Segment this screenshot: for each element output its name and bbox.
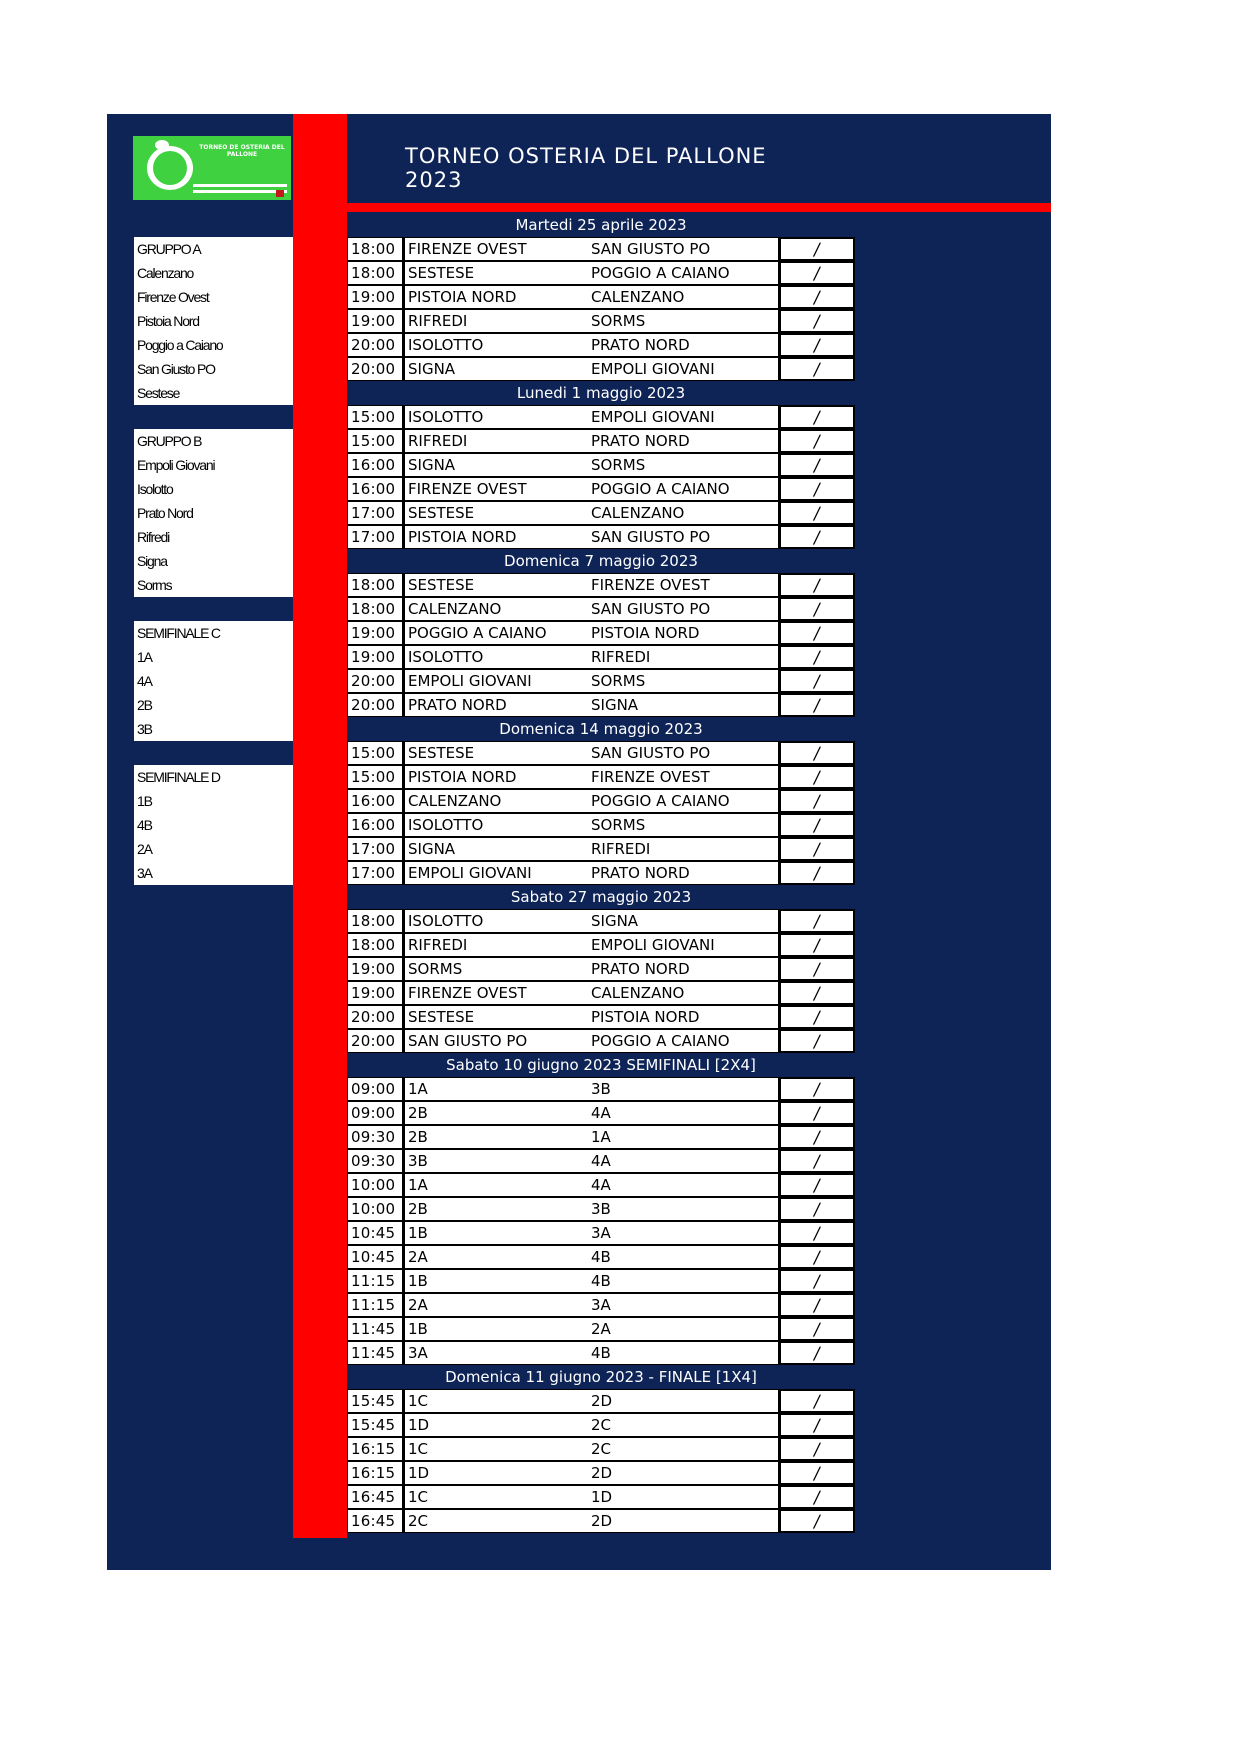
logo-text: TORNEO DE OSTERIA DEL PALLONE <box>199 144 285 158</box>
match-time: 20:00 <box>347 669 403 693</box>
match-time: 16:45 <box>347 1485 403 1509</box>
score-cell[interactable]: / <box>779 453 855 477</box>
away-team: CALENZANO <box>591 285 779 309</box>
away-team: EMPOLI GIOVANI <box>591 405 779 429</box>
match-row <box>347 741 855 765</box>
score-cell[interactable]: / <box>779 1461 855 1485</box>
match-row <box>347 573 855 597</box>
match-row <box>347 1485 855 1509</box>
away-team: 4A <box>591 1101 779 1125</box>
match-row <box>347 1437 855 1461</box>
match-time: 10:45 <box>347 1245 403 1269</box>
match-time: 17:00 <box>347 837 403 861</box>
away-team: PISTOIA NORD <box>591 1005 779 1029</box>
match-time: 17:00 <box>347 501 403 525</box>
away-team: FIRENZE OVEST <box>591 573 779 597</box>
match-row <box>347 1005 855 1029</box>
away-team: POGGIO A CAIANO <box>591 1029 779 1053</box>
score-cell[interactable]: / <box>779 1173 855 1197</box>
score-cell[interactable]: / <box>779 405 855 429</box>
match-row <box>347 597 855 621</box>
away-team: PRATO NORD <box>591 429 779 453</box>
score-cell[interactable]: / <box>779 285 855 309</box>
away-team: POGGIO A CAIANO <box>591 261 779 285</box>
match-time: 11:45 <box>347 1317 403 1341</box>
match-row <box>347 1317 855 1341</box>
score-cell[interactable]: / <box>779 957 855 981</box>
match-row <box>347 981 855 1005</box>
match-time: 16:15 <box>347 1437 403 1461</box>
match-row <box>347 1269 855 1293</box>
away-team: PRATO NORD <box>591 861 779 885</box>
away-team: 3B <box>591 1197 779 1221</box>
match-row <box>347 357 855 381</box>
match-row <box>347 837 855 861</box>
match-row <box>347 333 855 357</box>
score-cell[interactable]: / <box>779 1221 855 1245</box>
away-team: 2D <box>591 1461 779 1485</box>
score-cell[interactable]: / <box>779 261 855 285</box>
away-team: FIRENZE OVEST <box>591 765 779 789</box>
match-row <box>347 765 855 789</box>
match-time: 11:15 <box>347 1293 403 1317</box>
match-time: 09:30 <box>347 1125 403 1149</box>
score-cell[interactable]: / <box>779 693 855 717</box>
group-list-item: Calenzano <box>134 261 293 285</box>
match-row <box>347 1389 855 1413</box>
match-row <box>347 789 855 813</box>
match-row <box>347 285 855 309</box>
away-team: CALENZANO <box>591 981 779 1005</box>
match-time: 11:45 <box>347 1341 403 1365</box>
match-time: 16:45 <box>347 1509 403 1533</box>
match-row <box>347 453 855 477</box>
away-team: RIFREDI <box>591 837 779 861</box>
match-time: 19:00 <box>347 285 403 309</box>
day-header: Domenica 14 maggio 2023 <box>347 717 855 741</box>
match-row <box>347 1509 855 1533</box>
match-time: 19:00 <box>347 309 403 333</box>
home-team: 1C <box>403 1389 591 1413</box>
match-row <box>347 429 855 453</box>
away-team: PRATO NORD <box>591 957 779 981</box>
day-header: Domenica 11 giugno 2023 - FINALE [1X4] <box>347 1365 855 1389</box>
home-team: SESTESE <box>403 573 591 597</box>
away-team: 3B <box>591 1077 779 1101</box>
match-time: 09:30 <box>347 1149 403 1173</box>
home-team: 1D <box>403 1413 591 1437</box>
away-team: EMPOLI GIOVANI <box>591 933 779 957</box>
match-row <box>347 477 855 501</box>
group-list-item: 3B <box>134 717 293 741</box>
match-time: 18:00 <box>347 597 403 621</box>
score-cell[interactable]: / <box>779 1005 855 1029</box>
home-team: PISTOIA NORD <box>403 285 591 309</box>
group-list-item: Poggio a Caiano <box>134 333 293 357</box>
match-time: 15:45 <box>347 1413 403 1437</box>
match-time: 18:00 <box>347 237 403 261</box>
score-cell[interactable]: / <box>779 1269 855 1293</box>
match-time: 15:00 <box>347 765 403 789</box>
score-cell[interactable]: / <box>779 669 855 693</box>
score-cell[interactable]: / <box>779 1077 855 1101</box>
score-cell[interactable]: / <box>779 429 855 453</box>
home-team: 2B <box>403 1197 591 1221</box>
match-row <box>347 933 855 957</box>
away-team: 3A <box>591 1293 779 1317</box>
match-row <box>347 1221 855 1245</box>
match-time: 18:00 <box>347 933 403 957</box>
home-team: SESTESE <box>403 1005 591 1029</box>
home-team: 2A <box>403 1245 591 1269</box>
home-team: 1A <box>403 1173 591 1197</box>
home-team: 1B <box>403 1317 591 1341</box>
away-team: 3A <box>591 1221 779 1245</box>
leaf-icon <box>155 140 169 150</box>
home-team: 2B <box>403 1101 591 1125</box>
home-team: ISOLOTTO <box>403 645 591 669</box>
score-cell[interactable]: / <box>779 501 855 525</box>
away-team: 4B <box>591 1269 779 1293</box>
away-team: 4A <box>591 1173 779 1197</box>
home-team: SAN GIUSTO PO <box>403 1029 591 1053</box>
group-list-item: Empoli Giovani <box>134 453 293 477</box>
home-team: RIFREDI <box>403 933 591 957</box>
home-team: SESTESE <box>403 741 591 765</box>
home-team: CALENZANO <box>403 597 591 621</box>
home-team: FIRENZE OVEST <box>403 477 591 501</box>
group-list-item: Isolotto <box>134 477 293 501</box>
home-team: 1C <box>403 1485 591 1509</box>
away-team: POGGIO A CAIANO <box>591 789 779 813</box>
group-list-item: GRUPPO A <box>134 237 293 261</box>
away-team: SAN GIUSTO PO <box>591 597 779 621</box>
home-team: ISOLOTTO <box>403 405 591 429</box>
match-row <box>347 261 855 285</box>
match-time: 18:00 <box>347 573 403 597</box>
score-cell[interactable]: / <box>779 1029 855 1053</box>
match-row <box>347 525 855 549</box>
home-team: SIGNA <box>403 837 591 861</box>
score-cell[interactable]: / <box>779 237 855 261</box>
match-time: 16:00 <box>347 789 403 813</box>
match-time: 15:00 <box>347 429 403 453</box>
score-cell[interactable]: / <box>779 525 855 549</box>
match-row <box>347 1101 855 1125</box>
match-row <box>347 669 855 693</box>
match-row <box>347 1173 855 1197</box>
home-team: RIFREDI <box>403 309 591 333</box>
home-team: CALENZANO <box>403 789 591 813</box>
away-team: SORMS <box>591 669 779 693</box>
score-cell[interactable]: / <box>779 573 855 597</box>
score-cell[interactable]: / <box>779 1125 855 1149</box>
match-time: 17:00 <box>347 861 403 885</box>
home-team: ISOLOTTO <box>403 813 591 837</box>
home-team: 2A <box>403 1293 591 1317</box>
home-team: 2B <box>403 1125 591 1149</box>
group-list-item: Firenze Ovest <box>134 285 293 309</box>
red-vertical-band <box>293 114 347 1538</box>
score-cell[interactable]: / <box>779 1437 855 1461</box>
score-cell[interactable]: / <box>779 813 855 837</box>
match-time: 17:00 <box>347 525 403 549</box>
match-time: 15:00 <box>347 741 403 765</box>
away-team: CALENZANO <box>591 501 779 525</box>
match-row <box>347 621 855 645</box>
home-team: 1A <box>403 1077 591 1101</box>
score-cell[interactable]: / <box>779 1197 855 1221</box>
match-row <box>347 1293 855 1317</box>
score-cell[interactable]: / <box>779 477 855 501</box>
home-team: 2C <box>403 1509 591 1533</box>
match-time: 16:00 <box>347 453 403 477</box>
match-time: 20:00 <box>347 693 403 717</box>
logo-stripe <box>193 190 287 193</box>
match-time: 16:00 <box>347 477 403 501</box>
home-team: 3A <box>403 1341 591 1365</box>
match-time: 19:00 <box>347 957 403 981</box>
match-time: 20:00 <box>347 357 403 381</box>
away-team: 2C <box>591 1437 779 1461</box>
match-time: 10:00 <box>347 1197 403 1221</box>
red-divider <box>347 203 1051 212</box>
home-team: 3B <box>403 1149 591 1173</box>
home-team: PISTOIA NORD <box>403 525 591 549</box>
home-team: EMPOLI GIOVANI <box>403 861 591 885</box>
match-time: 20:00 <box>347 333 403 357</box>
score-cell[interactable]: / <box>779 597 855 621</box>
match-time: 19:00 <box>347 981 403 1005</box>
away-team: PRATO NORD <box>591 333 779 357</box>
match-row <box>347 1029 855 1053</box>
logo-stripe <box>193 184 287 187</box>
home-team: PRATO NORD <box>403 693 591 717</box>
score-cell[interactable]: / <box>779 1245 855 1269</box>
group-list-item: 2B <box>134 693 293 717</box>
match-time: 20:00 <box>347 1005 403 1029</box>
score-cell[interactable]: / <box>779 861 855 885</box>
score-cell[interactable]: / <box>779 981 855 1005</box>
match-time: 15:00 <box>347 405 403 429</box>
home-team: SESTESE <box>403 501 591 525</box>
away-team: SAN GIUSTO PO <box>591 237 779 261</box>
home-team: 1C <box>403 1437 591 1461</box>
match-time: 19:00 <box>347 621 403 645</box>
score-cell[interactable]: / <box>779 837 855 861</box>
match-row <box>347 1341 855 1365</box>
away-team: SAN GIUSTO PO <box>591 741 779 765</box>
score-cell[interactable]: / <box>779 741 855 765</box>
match-row <box>347 1197 855 1221</box>
home-team: SESTESE <box>403 261 591 285</box>
away-team: 1D <box>591 1485 779 1509</box>
match-row <box>347 1461 855 1485</box>
away-team: 2D <box>591 1509 779 1533</box>
match-row <box>347 693 855 717</box>
match-time: 16:00 <box>347 813 403 837</box>
day-header: Lunedi 1 maggio 2023 <box>347 381 855 405</box>
score-cell[interactable]: / <box>779 1509 855 1533</box>
match-row <box>347 501 855 525</box>
day-header: Sabato 10 giugno 2023 SEMIFINALI [2X4] <box>347 1053 855 1077</box>
away-team: 1A <box>591 1125 779 1149</box>
away-team: RIFREDI <box>591 645 779 669</box>
score-cell[interactable]: / <box>779 621 855 645</box>
away-team: SIGNA <box>591 693 779 717</box>
score-cell[interactable]: / <box>779 645 855 669</box>
match-time: 18:00 <box>347 261 403 285</box>
away-team: 4A <box>591 1149 779 1173</box>
match-time: 19:00 <box>347 645 403 669</box>
score-cell[interactable]: / <box>779 309 855 333</box>
group-list-item: 3A <box>134 861 293 885</box>
score-cell[interactable]: / <box>779 933 855 957</box>
match-time: 16:15 <box>347 1461 403 1485</box>
score-cell[interactable]: / <box>779 1413 855 1437</box>
group-list-item: 4B <box>134 813 293 837</box>
away-team: SORMS <box>591 453 779 477</box>
home-team: PISTOIA NORD <box>403 765 591 789</box>
home-team: POGGIO A CAIANO <box>403 621 591 645</box>
home-team: 1B <box>403 1269 591 1293</box>
home-team: SORMS <box>403 957 591 981</box>
match-time: 11:15 <box>347 1269 403 1293</box>
score-cell[interactable]: / <box>779 1149 855 1173</box>
group-list-item: GRUPPO B <box>134 429 293 453</box>
match-row <box>347 1413 855 1437</box>
group-list-item: SEMIFINALE C <box>134 621 293 645</box>
match-time: 09:00 <box>347 1077 403 1101</box>
tournament-logo <box>133 136 291 200</box>
home-team: ISOLOTTO <box>403 909 591 933</box>
match-row <box>347 405 855 429</box>
away-team: PISTOIA NORD <box>591 621 779 645</box>
score-cell[interactable]: / <box>779 1101 855 1125</box>
home-team: SIGNA <box>403 357 591 381</box>
home-team: FIRENZE OVEST <box>403 237 591 261</box>
score-cell[interactable]: / <box>779 1317 855 1341</box>
away-team: 4B <box>591 1341 779 1365</box>
match-row <box>347 813 855 837</box>
away-team: EMPOLI GIOVANI <box>591 357 779 381</box>
match-row <box>347 645 855 669</box>
group-list-item: SEMIFINALE D <box>134 765 293 789</box>
away-team: 2C <box>591 1413 779 1437</box>
page-title: TORNEO OSTERIA DEL PALLONE 2023 <box>405 144 767 192</box>
day-header: Martedi 25 aprile 2023 <box>347 213 855 237</box>
away-team: POGGIO A CAIANO <box>591 477 779 501</box>
match-time: 10:45 <box>347 1221 403 1245</box>
score-cell[interactable]: / <box>779 333 855 357</box>
score-cell[interactable]: / <box>779 1389 855 1413</box>
group-list-item: Signa <box>134 549 293 573</box>
day-header: Sabato 27 maggio 2023 <box>347 885 855 909</box>
day-header: Domenica 7 maggio 2023 <box>347 549 855 573</box>
home-team: 1D <box>403 1461 591 1485</box>
match-time: 20:00 <box>347 1029 403 1053</box>
score-cell[interactable]: / <box>779 1293 855 1317</box>
score-cell[interactable]: / <box>779 1341 855 1365</box>
match-row <box>347 1149 855 1173</box>
home-team: ISOLOTTO <box>403 333 591 357</box>
group-list-item: Rifredi <box>134 525 293 549</box>
home-team: RIFREDI <box>403 429 591 453</box>
logo-badge <box>276 190 284 197</box>
home-team: SIGNA <box>403 453 591 477</box>
match-row <box>347 1125 855 1149</box>
group-list-item: Sestese <box>134 381 293 405</box>
score-cell[interactable]: / <box>779 909 855 933</box>
match-time: 18:00 <box>347 909 403 933</box>
away-team: 2D <box>591 1389 779 1413</box>
match-row <box>347 1245 855 1269</box>
group-list-item: Prato Nord <box>134 501 293 525</box>
tomato-inner <box>153 151 187 185</box>
away-team: SORMS <box>591 309 779 333</box>
away-team: 2A <box>591 1317 779 1341</box>
group-list-item: San Giusto PO <box>134 357 293 381</box>
group-list-item: 4A <box>134 669 293 693</box>
score-cell[interactable]: / <box>779 357 855 381</box>
match-row <box>347 1077 855 1101</box>
match-row <box>347 861 855 885</box>
match-row <box>347 909 855 933</box>
match-row <box>347 309 855 333</box>
group-list-item: 1A <box>134 645 293 669</box>
match-row <box>347 957 855 981</box>
group-list-item: 1B <box>134 789 293 813</box>
away-team: SIGNA <box>591 909 779 933</box>
match-time: 09:00 <box>347 1101 403 1125</box>
group-list-item: Pistoia Nord <box>134 309 293 333</box>
home-team: FIRENZE OVEST <box>403 981 591 1005</box>
away-team: 4B <box>591 1245 779 1269</box>
match-row <box>347 237 855 261</box>
match-time: 10:00 <box>347 1173 403 1197</box>
score-cell[interactable]: / <box>779 765 855 789</box>
score-cell[interactable]: / <box>779 1485 855 1509</box>
group-list-item: 2A <box>134 837 293 861</box>
away-team: SAN GIUSTO PO <box>591 525 779 549</box>
home-team: 1B <box>403 1221 591 1245</box>
match-time: 15:45 <box>347 1389 403 1413</box>
home-team: EMPOLI GIOVANI <box>403 669 591 693</box>
group-list-item: Sorms <box>134 573 293 597</box>
score-cell[interactable]: / <box>779 789 855 813</box>
away-team: SORMS <box>591 813 779 837</box>
